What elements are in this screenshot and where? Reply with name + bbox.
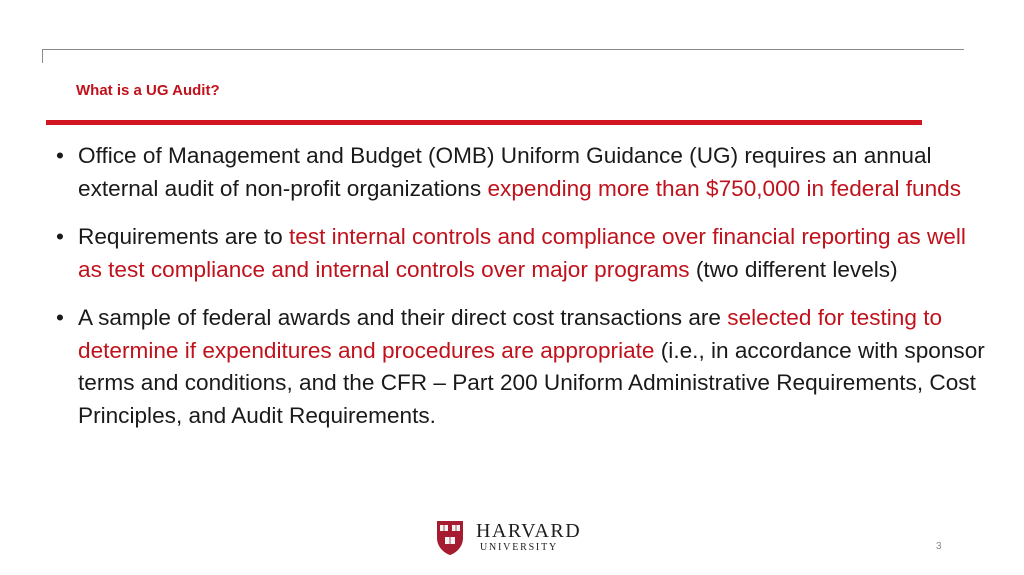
bullet-text: (i.e., in accordance with sponsor terms and conditions, and the CFR – Part 200 Uniform Administrative Requirements, Cost Principles, and Audit Requirements. [78,337,985,428]
bullet-text: (two different levels) [689,256,898,282]
logo-subtitle: UNIVERSITY [480,542,558,553]
bullet-item [56,302,986,432]
bullet-dot-icon: • [56,224,64,249]
harvard-shield-icon [436,520,464,556]
top-divider-line [42,49,964,50]
bullet-text: Requirements are to [78,224,289,249]
bullet-text: A sample of federal awards and their direct cost transactions are [78,305,728,330]
bullet-text: Office of Management and Budget (OMB) Uniform Guidance (UG) requires an annual external audit of non-profit organizations [78,143,932,201]
top-divider-tick [42,49,43,63]
bullet-item [56,140,986,205]
bullet-highlight-text: test internal controls and compliance over financial reporting as well as test compliance and internal controls over major programs [78,224,966,282]
bullet-list [56,140,986,448]
bullet-highlight-text: selected for testing to determine if expenditures and procedures are appropriate [78,305,943,363]
logo-wordmark: HARVARD [476,520,582,542]
bullet-dot-icon: • [56,305,64,330]
harvard-logo [436,519,581,557]
page-number: 3 [936,541,942,552]
bullet-dot-icon: • [56,143,64,168]
slide-title: What is a UG Audit? [76,82,220,99]
title-underline-bar [46,120,922,125]
bullet-highlight-text: expending more than $750,000 in federal funds [487,175,962,201]
bullet-item [56,221,986,286]
